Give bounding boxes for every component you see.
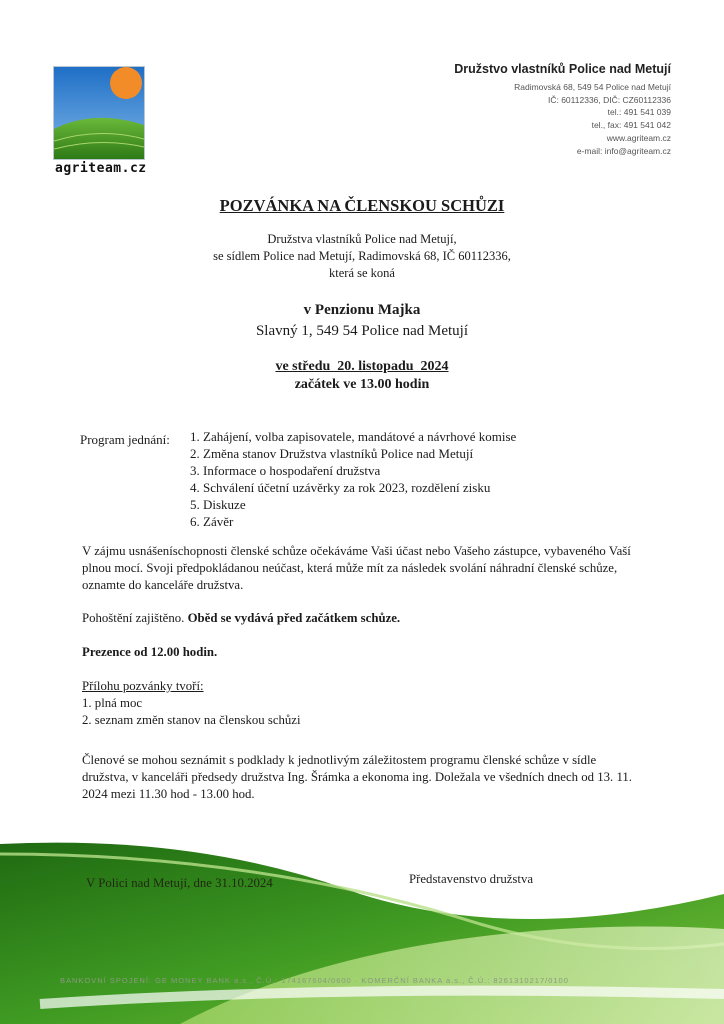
- document-title: POZVÁNKA NA ČLENSKOU SCHŮZI: [219, 196, 505, 215]
- org-email: e-mail: info@agriteam.cz: [576, 145, 671, 156]
- program-item: 6. Závěr: [190, 514, 234, 529]
- date-block: [0, 358, 724, 394]
- venue-name: v Penzionu Majka: [303, 302, 421, 318]
- organization-name: Družstvo vlastníků Police nad Metují: [454, 62, 671, 76]
- program-list: [190, 428, 516, 530]
- place-and-date: V Polici nad Metují, dne 31.10.2024: [86, 876, 273, 890]
- org-website: www.agriteam.cz: [606, 132, 671, 143]
- intro-line: se sídlem Police nad Metují, Radimovská 68, IČ 60112336,: [213, 249, 511, 263]
- org-address: Radimovská 68, 549 54 Police nad Metují: [514, 82, 671, 92]
- org-fax: tel., fax: 491 541 042: [591, 120, 671, 131]
- program-item: 5. Diskuze: [190, 497, 246, 512]
- attachment-item: 1. plná moc: [82, 696, 143, 710]
- refreshment-text: Pohoštění zajištěno.: [82, 611, 185, 625]
- org-phone: tel.: 491 541 039: [607, 107, 671, 118]
- board-signature: Představenstvo družstva: [409, 872, 534, 886]
- logo-text: agriteam.cz: [55, 161, 147, 176]
- quorum-paragraph: V zájmu usnášeníschopnosti členské schůze očekáváme Vaši účast nebo Vašeho zástupce, vybaveného Vaší plnou mocí. Svoji předpokládanou neúčast, která může mít za následek svolání náhradní členské schůze, oznamte do kanceláře družstva.: [82, 544, 631, 592]
- lunch-text: Oběd se vydává před začátkem schůze.: [187, 611, 401, 625]
- meeting-start-time: začátek ve 13.00 hodin: [294, 377, 430, 392]
- agriteam-logo: [53, 66, 173, 178]
- documents-paragraph: Členové se mohou seznámit s podklady k jednotlivým záležitostem programu členské schůze v sídle družstva, v kanceláři předsedy družstva Ing. Šrámka a ekonoma ing. Doležala ve všedních dnech od 13. 11. 2024 mezi 11.30 hod - 13.00 hod.: [82, 753, 632, 801]
- intro-line: Družstva vlastníků Police nad Metují,: [267, 232, 457, 246]
- venue-address: Slavný 1, 549 54 Police nad Metují: [255, 323, 469, 339]
- footer-green-wave: [0, 834, 724, 1024]
- attachments-heading: Přílohu pozvánky tvoří:: [82, 679, 204, 693]
- bank-details: BANKOVNÍ SPOJENÍ: GE MONEY BANK a.s., Č.Ú.: 174167604/0600 · KOMERČNÍ BANKA a.s., Č.Ú.: 8261310217/0100: [60, 976, 569, 985]
- program-item: 2. Změna stanov Družstva vlastníků Police nad Metují: [190, 446, 474, 461]
- presence-text: Prezence od 12.00 hodin.: [82, 645, 218, 659]
- program-item: 3. Informace o hospodaření družstva: [190, 463, 381, 478]
- organization-header: [454, 62, 671, 157]
- org-ids: IČ: 60112336, DIČ: CZ60112336: [547, 94, 671, 105]
- intro-line: která se koná: [329, 266, 395, 280]
- refreshment-paragraph: [82, 610, 642, 627]
- attachment-item: 2. seznam změn stanov na členskou schůzi: [82, 713, 301, 727]
- intro-block: [0, 231, 724, 282]
- program-item: 4. Schválení účetní uzávěrky za rok 2023, rozdělení zisku: [190, 480, 491, 495]
- attachments-block: [82, 678, 642, 729]
- venue-block: [0, 300, 724, 342]
- meeting-date: ve středu 20. listopadu 2024: [275, 359, 449, 374]
- program-item: 1. Zahájení, volba zapisovatele, mandátové a návrhové komise: [190, 429, 517, 444]
- logo-landscape-image: [53, 66, 145, 160]
- program-label: Program jednání:: [80, 432, 170, 447]
